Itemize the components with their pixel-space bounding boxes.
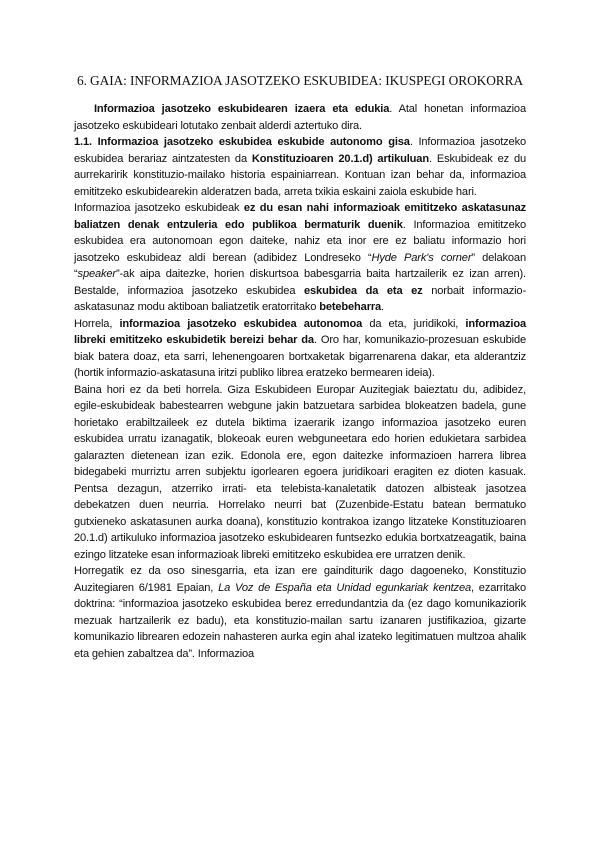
document-body xyxy=(74,101,526,662)
p2-bold-2: eskubidea da eta ez xyxy=(304,284,423,297)
p3-text-2: da eta, juridikoki, xyxy=(362,317,466,330)
p3-text-3: . Oro har, komunikazio-prozesuan eskubide biak batera doaz, eta sarri, lehenengoaren bortxaketak bigarrenarena dakar, eta alderantziz (hortik informazio-askatasuna iritzi publiko librea eratzeko bermearen ideia). xyxy=(74,334,527,379)
intro-text: . Atal honetan informazioa jasotzeko eskubideari lotutako zenbait alderdi aztertuko dira. xyxy=(74,103,526,132)
p2-text-6: . xyxy=(381,301,384,313)
section-1-1-heading: 1.1. Informazioa jasotzeko eskubidea eskubide autonomo gisa xyxy=(74,136,410,148)
constitution-reference: Konstituzioaren 20.1.d) artikuluan xyxy=(251,152,429,165)
p5-italic-1: La Voz de España eta Unidad egunkariak kentzea xyxy=(218,581,471,594)
paragraph-2 xyxy=(74,200,526,316)
paragraph-5 xyxy=(74,563,526,662)
chapter-title: 6. GAIA: INFORMAZIOA JASOTZEKO ESKUBIDEA: IKUSPEGI OROKORRA xyxy=(76,73,524,88)
p2-italic-1: Hyde Park's corner xyxy=(371,251,472,264)
intro-bold: Informazioa jasotzeko eskubidearen izaera eta edukia xyxy=(94,103,390,115)
p2-text-4: ”-ak aipa daitezke, horien diskurtsoa babesgarria baita hartzailerik ez izan arren). Bestalde, informazioa jasotzeko eskubidea xyxy=(74,268,526,297)
p2-text-1: Informazioa jasotzeko eskubideak xyxy=(74,202,244,214)
section-1-1-text-1: . Informazioa jasotzeko eskubidea berariaz aintzatesten da xyxy=(74,136,526,165)
p2-text-3: ” delakoan “ xyxy=(74,251,526,280)
p3-bold-2: informazioa libreki emititzeko eskubidetik bereizi behar da xyxy=(74,317,526,346)
p2-bold-3: betebeharra xyxy=(319,301,382,313)
paragraph-4: Baina hori ez da beti horrela. Giza Eskubideen Europar Auzitegiak baieztatu du, adibidez, egile-eskubideak babestearren webgune jakin batzuetara sarbidea blokeatzen badela, gune horietako erabiltzaileek ez dutela biktima izaerarik izango informazioa jasotzeko euren eskubidea urratu izanagatik, blokeoak euren webguneetara edo horien edukietara sarbidea galarazten dietenean izan ezik. Edonola ere, egon daitezke informazioen harrera librea bidegabeki murriztu arren subjektu igorlearen egoera juridikoari eragiten ez dioten kasuak. Pentsa dezagun, atzerriko irrati- eta telebista-kanaletatik datozen albisteak jasotzea debekatzen duen neurria. Horrelako neurri bat (Zuzenbide-Estatu batean bermatuko gutxieneko askatasunen aurka doana), konstituzio kontrakoa izango litzateke Konstituzioaren 20.1.d) artikuluko informazioa jasotzeko eskubidearen funtsezko edukia bortxatzeagatik, baina ezingo litzateke esan informazioak libreki emititzeko eskubidea ere urratzen denik. xyxy=(74,383,526,561)
section-1-1-paragraph xyxy=(74,134,526,200)
p2-italic-2: speaker xyxy=(77,268,116,280)
p5-text-2: , ezarritako doktrina: “informazioa jasotzeko eskubidea berez erredundantzia da (ez dago komunikaziorik mezuak hartzailerik ez badu), eta konstituzio-mailan sartu izanaren justifikazioa, gizarte komunikazio librearen edozein nahasteren aurka egin ahal izateko legitimatuen multzoa ahalik eta gehien zabaltzea da”. Informazioa xyxy=(74,581,527,660)
p3-text-1: Horrela, xyxy=(74,317,120,330)
paragraph-3 xyxy=(74,316,526,382)
p3-bold-1: informazioa jasotzeko eskubidea autonomoa xyxy=(119,317,363,330)
p2-text-5: norbait informazio-askatasunaz modu aktiboan baliatzetik eratorritako xyxy=(74,284,526,313)
intro-paragraph xyxy=(74,101,526,134)
p2-text-2: . Informazioa emititzeko eskubidea era autonomoan egon daiteke, nahiz eta inor ere ez baliatu informazio hori jasotzeko eskubideaz aldi berean (adibidez Londreseko “ xyxy=(74,218,527,264)
p2-bold-1: ez du esan nahi informazioak emititzeko askatasunaz baliatzen denak entzuleria edo publikoa bermaturik duenik xyxy=(74,202,526,231)
p5-text-1: Horregatik ez da oso sinesgarria, eta izan ere gainditurik dago dagoeneko, Konstituzio Auzitegiaren 6/1981 Epaian, xyxy=(74,565,526,594)
section-1-1-text-2: . Eskubideak ez du aurrekaririk konstituzio-mailako historia espainiarrean. Kontuan izan behar da, informazioa emititzeko eskubidearekin alderatzen bada, arreta txikia eskaini zaiola eskubide hari. xyxy=(74,152,526,198)
